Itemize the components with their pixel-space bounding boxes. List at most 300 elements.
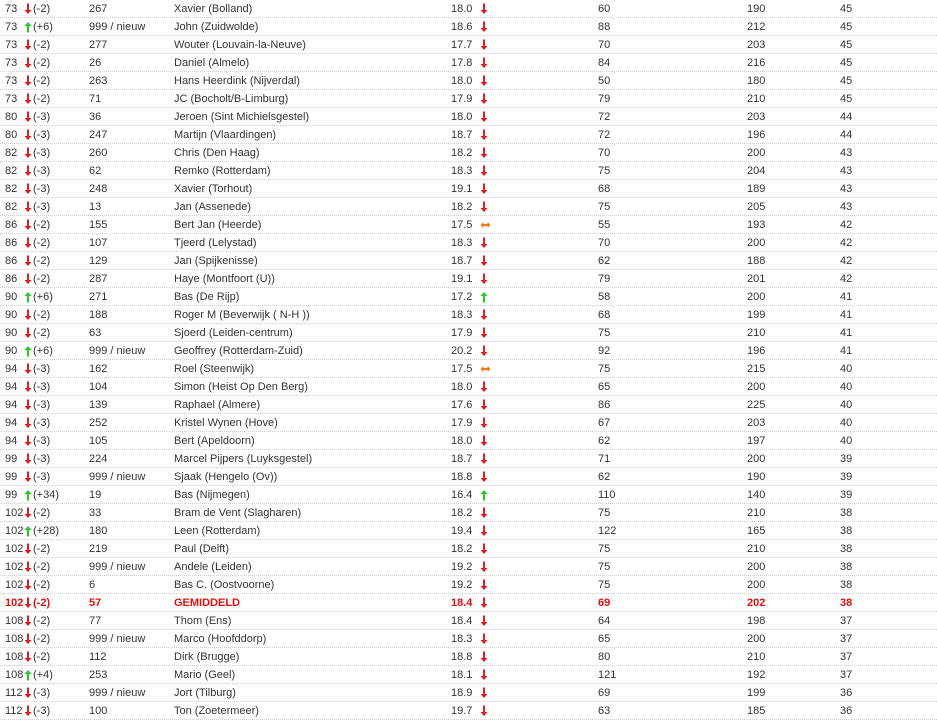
trend-down-icon	[480, 255, 490, 267]
value-1: 110	[598, 489, 616, 501]
score: 17.9	[451, 417, 473, 429]
value-3: 43	[840, 201, 853, 213]
score: 18.3	[451, 309, 473, 321]
score: 19.7	[451, 705, 473, 717]
score: 18.7	[451, 129, 473, 141]
previous-value: 19	[89, 489, 102, 501]
score: 19.4	[451, 525, 473, 537]
value-2: 201	[747, 273, 766, 285]
value-2: 185	[747, 705, 766, 717]
rank-change: (-3)	[33, 399, 51, 411]
arrow-down-icon	[24, 453, 32, 465]
trend-down-icon	[480, 147, 490, 159]
table-row	[0, 522, 937, 540]
previous-value: 188	[89, 309, 108, 321]
rank: 102	[5, 579, 24, 591]
value-3: 38	[840, 597, 853, 609]
rank: 86	[5, 255, 18, 267]
trend-down-icon	[480, 525, 490, 537]
value-3: 37	[840, 633, 853, 645]
value-3: 43	[840, 147, 853, 159]
value-3: 43	[840, 183, 853, 195]
value-2: 215	[747, 363, 766, 375]
previous-value: 999 / nieuw	[89, 345, 146, 357]
rank: 94	[5, 399, 18, 411]
score: 18.2	[451, 147, 473, 159]
previous-value: 999 / nieuw	[89, 633, 146, 645]
trend-down-icon	[480, 345, 490, 357]
previous-value: 277	[89, 39, 108, 51]
table-row	[0, 630, 937, 648]
value-3: 40	[840, 363, 853, 375]
table-row	[0, 414, 937, 432]
previous-value: 57	[89, 597, 102, 609]
rank: 73	[5, 39, 18, 51]
score: 19.1	[451, 183, 473, 195]
previous-value: 105	[89, 435, 108, 447]
arrow-down-icon	[24, 165, 32, 177]
value-1: 121	[598, 669, 617, 681]
table-row	[0, 432, 937, 450]
score: 17.8	[451, 57, 473, 69]
rank: 102	[5, 561, 24, 573]
score: 17.9	[451, 327, 473, 339]
arrow-down-icon	[24, 579, 32, 591]
trend-down-icon	[480, 507, 490, 519]
value-2: 225	[747, 399, 766, 411]
value-3: 37	[840, 669, 853, 681]
value-3: 45	[840, 3, 853, 15]
rank-change: (+6)	[33, 345, 53, 357]
rank-change: (-2)	[33, 93, 51, 105]
table-row	[0, 288, 937, 306]
score: 19.2	[451, 579, 473, 591]
value-2: 216	[747, 57, 766, 69]
previous-value: 999 / nieuw	[89, 21, 146, 33]
trend-down-icon	[480, 93, 490, 105]
table-row	[0, 198, 937, 216]
score: 18.2	[451, 201, 473, 213]
value-2: 210	[747, 327, 766, 339]
value-3: 42	[840, 237, 853, 249]
player-name: Tjeerd (Lelystad)	[174, 237, 257, 249]
trend-down-icon	[480, 633, 490, 645]
player-name: Paul (Delft)	[174, 543, 230, 555]
value-2: 200	[747, 147, 766, 159]
table-row	[0, 324, 937, 342]
player-name: Dirk (Brugge)	[174, 651, 240, 663]
value-2: 189	[747, 183, 766, 195]
value-2: 203	[747, 39, 766, 51]
table-row	[0, 234, 937, 252]
trend-up-icon	[480, 291, 490, 303]
value-1: 92	[598, 345, 611, 357]
table-row	[0, 540, 937, 558]
arrow-down-icon	[24, 705, 32, 717]
rank: 82	[5, 201, 18, 213]
value-3: 40	[840, 381, 853, 393]
rank: 112	[5, 705, 23, 717]
score: 18.9	[451, 687, 473, 699]
arrow-up-icon	[24, 525, 32, 537]
player-name: JC (Bocholt/B-Limburg)	[174, 93, 289, 105]
player-name: Hans Heerdink (Nijverdal)	[174, 75, 300, 87]
trend-down-icon	[480, 651, 490, 663]
previous-value: 219	[89, 543, 108, 555]
value-1: 75	[598, 165, 611, 177]
table-row	[0, 342, 937, 360]
score: 18.2	[451, 543, 473, 555]
trend-down-icon	[480, 165, 490, 177]
arrow-down-icon	[24, 147, 32, 159]
value-1: 62	[598, 471, 611, 483]
value-1: 67	[598, 417, 611, 429]
value-3: 41	[840, 309, 853, 321]
table-row	[0, 468, 937, 486]
rank: 73	[5, 21, 18, 33]
value-3: 45	[840, 21, 853, 33]
arrow-down-icon	[24, 417, 32, 429]
rank: 73	[5, 57, 18, 69]
table-row	[0, 0, 937, 18]
previous-value: 71	[89, 93, 102, 105]
previous-value: 260	[89, 147, 108, 159]
table-row	[0, 162, 937, 180]
rank-change: (-2)	[33, 39, 51, 51]
value-2: 193	[747, 219, 766, 231]
player-name: Wouter (Louvain-la-Neuve)	[174, 39, 306, 51]
previous-value: 77	[89, 615, 102, 627]
rank-change: (-2)	[33, 273, 51, 285]
arrow-down-icon	[24, 687, 32, 699]
player-name: Haye (Montfoort (U))	[174, 273, 275, 285]
table-row	[0, 612, 937, 630]
value-2: 200	[747, 561, 766, 573]
rank-change: (-3)	[33, 705, 51, 717]
trend-down-icon	[480, 327, 490, 339]
rank-change: (+28)	[33, 525, 59, 537]
table-row	[0, 36, 937, 54]
rank-change: (-2)	[33, 219, 51, 231]
value-1: 68	[598, 183, 611, 195]
trend-down-icon	[480, 39, 490, 51]
score: 20.2	[451, 345, 473, 357]
rank-change: (-2)	[33, 75, 51, 87]
table-row	[0, 72, 937, 90]
player-name: Simon (Heist Op Den Berg)	[174, 381, 308, 393]
table-row	[0, 504, 937, 522]
rank-change: (+4)	[33, 669, 53, 681]
value-3: 42	[840, 273, 853, 285]
rank-change: (-3)	[33, 147, 51, 159]
value-2: 196	[747, 129, 766, 141]
rank: 80	[5, 129, 18, 141]
value-2: 210	[747, 93, 766, 105]
score: 19.1	[451, 273, 473, 285]
rank-change: (-3)	[33, 471, 51, 483]
player-name: Geoffrey (Rotterdam-Zuid)	[174, 345, 303, 357]
value-1: 71	[598, 453, 611, 465]
value-3: 38	[840, 543, 853, 555]
value-2: 165	[747, 525, 766, 537]
table-row	[0, 450, 937, 468]
previous-value: 33	[89, 507, 102, 519]
rank: 80	[5, 111, 18, 123]
arrow-down-icon	[24, 597, 32, 609]
table-row	[0, 270, 937, 288]
table-row	[0, 144, 937, 162]
value-1: 58	[598, 291, 611, 303]
table-row	[0, 54, 937, 72]
arrow-down-icon	[24, 651, 32, 663]
trend-same-icon	[480, 219, 490, 231]
arrow-up-icon	[24, 669, 32, 681]
rank-change: (-2)	[33, 3, 51, 15]
value-1: 62	[598, 435, 611, 447]
trend-down-icon	[480, 57, 490, 69]
rank-change: (-3)	[33, 453, 51, 465]
rank: 94	[5, 435, 18, 447]
table-row	[0, 306, 937, 324]
value-1: 69	[598, 687, 611, 699]
rank: 82	[5, 147, 18, 159]
value-1: 84	[598, 57, 611, 69]
player-name: Xavier (Bolland)	[174, 3, 253, 15]
rank: 108	[5, 633, 24, 645]
arrow-down-icon	[24, 219, 32, 231]
previous-value: 63	[89, 327, 102, 339]
previous-value: 107	[89, 237, 108, 249]
rank: 82	[5, 165, 18, 177]
score: 17.9	[451, 93, 473, 105]
value-1: 68	[598, 309, 611, 321]
player-name: Martijn (Vlaardingen)	[174, 129, 277, 141]
previous-value: 252	[89, 417, 108, 429]
rank: 102	[5, 597, 24, 609]
value-1: 75	[598, 327, 611, 339]
rank: 99	[5, 489, 18, 501]
previous-value: 129	[89, 255, 108, 267]
value-2: 200	[747, 237, 766, 249]
player-name: Jan (Spijkenisse)	[174, 255, 258, 267]
arrow-down-icon	[24, 399, 32, 411]
arrow-down-icon	[24, 471, 32, 483]
arrow-down-icon	[24, 561, 32, 573]
arrow-down-icon	[24, 93, 32, 105]
trend-down-icon	[480, 129, 490, 141]
value-3: 41	[840, 327, 853, 339]
player-name: Sjaak (Hengelo (Ov))	[174, 471, 278, 483]
arrow-down-icon	[24, 363, 32, 375]
rank: 108	[5, 669, 24, 681]
value-2: 200	[747, 579, 766, 591]
table-row	[0, 126, 937, 144]
trend-down-icon	[480, 381, 490, 393]
value-3: 44	[840, 111, 853, 123]
score: 18.4	[451, 597, 473, 609]
value-3: 40	[840, 435, 853, 447]
player-name: Bas C. (Oostvoorne)	[174, 579, 275, 591]
value-1: 69	[598, 597, 611, 609]
table-row	[0, 666, 937, 684]
previous-value: 36	[89, 111, 102, 123]
value-3: 45	[840, 93, 853, 105]
score: 17.2	[451, 291, 473, 303]
player-name: Chris (Den Haag)	[174, 147, 260, 159]
arrow-down-icon	[24, 111, 32, 123]
trend-down-icon	[480, 309, 490, 321]
value-1: 70	[598, 237, 611, 249]
table-row	[0, 396, 937, 414]
score: 17.6	[451, 399, 473, 411]
previous-value: 180	[89, 525, 108, 537]
value-1: 65	[598, 633, 611, 645]
arrow-up-icon	[24, 345, 32, 357]
player-name: Xavier (Torhout)	[174, 183, 253, 195]
value-1: 63	[598, 705, 611, 717]
table-row	[0, 702, 937, 720]
trend-down-icon	[480, 705, 490, 717]
value-1: 75	[598, 507, 611, 519]
player-name: Bas (De Rijp)	[174, 291, 240, 303]
player-name: Daniel (Almelo)	[174, 57, 250, 69]
previous-value: 162	[89, 363, 108, 375]
previous-value: 247	[89, 129, 108, 141]
trend-up-icon	[480, 489, 490, 501]
rank-change: (-2)	[33, 327, 51, 339]
value-3: 43	[840, 165, 853, 177]
arrow-down-icon	[24, 327, 32, 339]
value-3: 38	[840, 507, 853, 519]
value-1: 75	[598, 363, 611, 375]
previous-value: 155	[89, 219, 108, 231]
arrow-down-icon	[24, 543, 32, 555]
rank: 94	[5, 363, 18, 375]
rank-change: (-3)	[33, 417, 51, 429]
value-1: 122	[598, 525, 617, 537]
value-1: 65	[598, 381, 611, 393]
rank-change: (-3)	[33, 111, 51, 123]
trend-down-icon	[480, 597, 490, 609]
score: 18.0	[451, 381, 473, 393]
rank-change: (-2)	[33, 579, 51, 591]
previous-value: 100	[89, 705, 108, 717]
score: 18.6	[451, 21, 473, 33]
score: 18.0	[451, 111, 473, 123]
value-2: 190	[747, 471, 766, 483]
arrow-down-icon	[24, 309, 32, 321]
arrow-up-icon	[24, 21, 32, 33]
trend-down-icon	[480, 471, 490, 483]
trend-down-icon	[480, 561, 490, 573]
table-row	[0, 90, 937, 108]
rank: 73	[5, 93, 18, 105]
value-2: 212	[747, 21, 766, 33]
value-1: 75	[598, 561, 611, 573]
arrow-down-icon	[24, 57, 32, 69]
player-name: Leen (Rotterdam)	[174, 525, 261, 537]
rank-change: (-2)	[33, 633, 51, 645]
value-1: 72	[598, 111, 611, 123]
rank: 90	[5, 345, 18, 357]
trend-same-icon	[480, 363, 490, 375]
value-3: 37	[840, 615, 853, 627]
rank-change: (-3)	[33, 129, 51, 141]
value-1: 79	[598, 273, 611, 285]
rank-change: (-3)	[33, 201, 51, 213]
player-name: Raphael (Almere)	[174, 399, 261, 411]
value-2: 199	[747, 309, 766, 321]
player-name: Andele (Leiden)	[174, 561, 252, 573]
rank: 99	[5, 453, 18, 465]
trend-down-icon	[480, 435, 490, 447]
value-2: 198	[747, 615, 766, 627]
player-name: Jort (Tilburg)	[174, 687, 236, 699]
arrow-down-icon	[24, 75, 32, 87]
value-2: 203	[747, 417, 766, 429]
score: 18.8	[451, 651, 473, 663]
value-3: 41	[840, 345, 853, 357]
arrow-down-icon	[24, 201, 32, 213]
score: 17.5	[451, 219, 473, 231]
score: 18.0	[451, 3, 473, 15]
value-2: 190	[747, 3, 766, 15]
trend-down-icon	[480, 201, 490, 213]
score: 17.5	[451, 363, 473, 375]
rank: 73	[5, 3, 18, 15]
score: 18.2	[451, 507, 473, 519]
value-3: 39	[840, 489, 853, 501]
value-2: 200	[747, 381, 766, 393]
value-1: 60	[598, 3, 611, 15]
value-2: 205	[747, 201, 766, 213]
value-1: 70	[598, 147, 611, 159]
rank-change: (-3)	[33, 435, 51, 447]
table-row	[0, 216, 937, 234]
rank-change: (+6)	[33, 291, 53, 303]
rank: 108	[5, 651, 24, 663]
previous-value: 26	[89, 57, 102, 69]
rank: 94	[5, 417, 18, 429]
arrow-down-icon	[24, 381, 32, 393]
trend-down-icon	[480, 3, 490, 15]
rank: 102	[5, 525, 24, 537]
player-name: Remko (Rotterdam)	[174, 165, 271, 177]
value-3: 39	[840, 453, 853, 465]
value-2: 203	[747, 111, 766, 123]
previous-value: 13	[89, 201, 102, 213]
arrow-down-icon	[24, 255, 32, 267]
rank-change: (+34)	[33, 489, 59, 501]
rank-change: (-2)	[33, 597, 51, 609]
value-3: 45	[840, 39, 853, 51]
arrow-down-icon	[24, 633, 32, 645]
trend-down-icon	[480, 183, 490, 195]
score: 18.4	[451, 615, 473, 627]
value-2: 196	[747, 345, 766, 357]
value-3: 39	[840, 471, 853, 483]
arrow-down-icon	[24, 183, 32, 195]
table-row	[0, 252, 937, 270]
rank-change: (-2)	[33, 615, 51, 627]
value-3: 38	[840, 561, 853, 573]
trend-down-icon	[480, 111, 490, 123]
value-1: 86	[598, 399, 611, 411]
score: 19.2	[451, 561, 473, 573]
previous-value: 104	[89, 381, 108, 393]
rank: 99	[5, 471, 18, 483]
rank-change: (-2)	[33, 561, 51, 573]
